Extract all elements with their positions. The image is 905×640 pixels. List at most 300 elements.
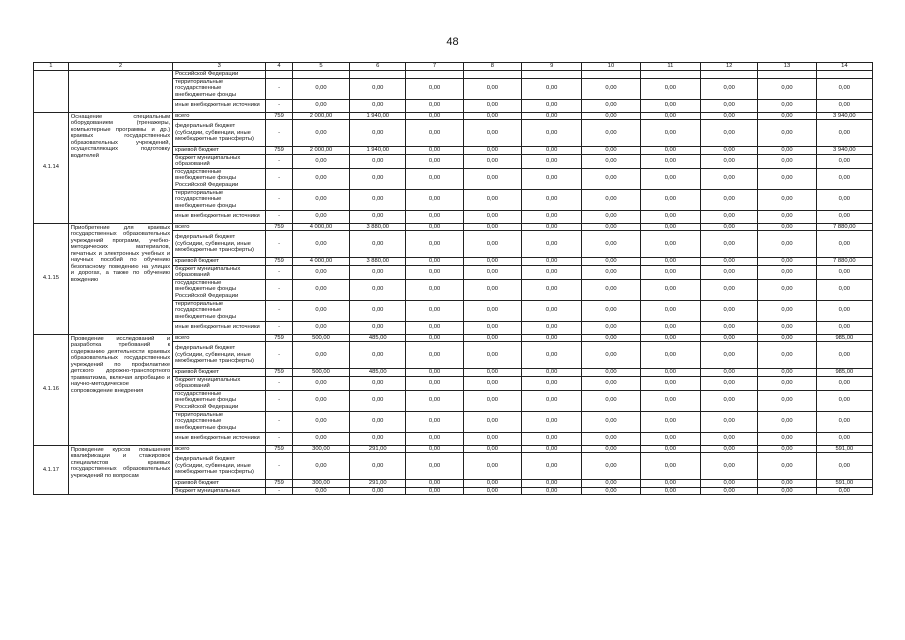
value-cell: 0,00 bbox=[816, 300, 872, 321]
value-cell: 0,00 bbox=[292, 342, 349, 369]
value-cell: - bbox=[266, 300, 293, 321]
value-cell: 0,00 bbox=[701, 453, 758, 480]
value-cell: 0,00 bbox=[758, 369, 816, 377]
value-cell: 0,00 bbox=[640, 189, 700, 210]
value-cell: 0,00 bbox=[292, 265, 349, 279]
value-cell: 0,00 bbox=[816, 189, 872, 210]
value-cell: 0,00 bbox=[582, 321, 640, 334]
value-cell: 0,00 bbox=[522, 300, 582, 321]
value-cell: 0,00 bbox=[292, 390, 349, 411]
value-cell: 0,00 bbox=[463, 112, 521, 120]
value-cell bbox=[266, 71, 293, 79]
value-cell: 0,00 bbox=[701, 432, 758, 445]
column-header-11: 11 bbox=[640, 63, 700, 71]
value-cell: 0,00 bbox=[350, 300, 406, 321]
value-cell: 0,00 bbox=[350, 78, 406, 99]
value-cell: - bbox=[266, 99, 293, 112]
value-cell: 0,00 bbox=[463, 154, 521, 168]
value-cell: 0,00 bbox=[350, 120, 406, 147]
funding-source: федеральный бюджет (субсидии, субвенции, иные межбюджетные трансферты) bbox=[173, 120, 266, 147]
value-cell: 291,00 bbox=[350, 480, 406, 488]
value-cell: 0,00 bbox=[701, 210, 758, 223]
value-cell: - bbox=[266, 376, 293, 390]
value-cell: 0,00 bbox=[292, 487, 349, 495]
column-header-5: 5 bbox=[292, 63, 349, 71]
measure-name: Проведение исследований и разработка требований к содержанию деятельности краевых образовательных государственных учреждений по профилактике детского дорожно-транспортного травматизма, включая апробацию и научно-методическое сопровождение внедрения bbox=[68, 334, 172, 445]
value-cell: 500,00 bbox=[292, 334, 349, 342]
value-cell: 0,00 bbox=[758, 445, 816, 453]
value-cell: 0,00 bbox=[640, 223, 700, 231]
value-cell: 0,00 bbox=[816, 99, 872, 112]
funding-source: государственные внебюджетные фонды Российской Федерации bbox=[173, 390, 266, 411]
table-row bbox=[34, 445, 873, 453]
value-cell: 0,00 bbox=[701, 154, 758, 168]
value-cell: 0,00 bbox=[640, 342, 700, 369]
value-cell: 0,00 bbox=[816, 432, 872, 445]
value-cell: 0,00 bbox=[701, 223, 758, 231]
value-cell: 0,00 bbox=[640, 210, 700, 223]
measure-name: Приобретение для краевых государственных образовательных учреждений программ, учебно-методических материалов, печатных и электронных учебных и научных пособий по обучению безопасному поведению на улицах и дорогах, а также по обучению вождению bbox=[68, 223, 172, 334]
measure-code bbox=[34, 71, 69, 113]
value-cell: 0,00 bbox=[463, 300, 521, 321]
value-cell: 0,00 bbox=[463, 168, 521, 189]
value-cell bbox=[406, 71, 463, 79]
value-cell: 0,00 bbox=[522, 487, 582, 495]
value-cell bbox=[758, 71, 816, 79]
value-cell: 0,00 bbox=[758, 231, 816, 258]
value-cell: 0,00 bbox=[350, 376, 406, 390]
value-cell: 0,00 bbox=[350, 279, 406, 300]
value-cell: 0,00 bbox=[522, 154, 582, 168]
value-cell: 0,00 bbox=[292, 99, 349, 112]
value-cell: 0,00 bbox=[406, 168, 463, 189]
value-cell: 0,00 bbox=[640, 411, 700, 432]
value-cell: 0,00 bbox=[701, 112, 758, 120]
value-cell: 0,00 bbox=[463, 376, 521, 390]
value-cell: 0,00 bbox=[350, 321, 406, 334]
value-cell: 0,00 bbox=[522, 265, 582, 279]
value-cell: 485,00 bbox=[350, 369, 406, 377]
value-cell: 0,00 bbox=[463, 210, 521, 223]
value-cell bbox=[522, 71, 582, 79]
value-cell: 0,00 bbox=[701, 120, 758, 147]
value-cell: 0,00 bbox=[406, 99, 463, 112]
value-cell: 0,00 bbox=[406, 112, 463, 120]
funding-source: территориальные государственные внебюджетные фонды bbox=[173, 411, 266, 432]
value-cell: 0,00 bbox=[406, 445, 463, 453]
value-cell: 985,00 bbox=[816, 334, 872, 342]
value-cell: 0,00 bbox=[701, 390, 758, 411]
value-cell: 0,00 bbox=[406, 369, 463, 377]
value-cell: 0,00 bbox=[701, 231, 758, 258]
value-cell bbox=[640, 71, 700, 79]
funding-source: краевой бюджет bbox=[173, 258, 266, 266]
value-cell: 0,00 bbox=[758, 210, 816, 223]
funding-source: Российской Федерации bbox=[173, 71, 266, 79]
value-cell: 591,00 bbox=[816, 445, 872, 453]
value-cell: 0,00 bbox=[582, 112, 640, 120]
page-number: 48 bbox=[446, 36, 459, 48]
value-cell: 0,00 bbox=[758, 223, 816, 231]
value-cell: 0,00 bbox=[522, 120, 582, 147]
value-cell: 0,00 bbox=[463, 78, 521, 99]
value-cell: 0,00 bbox=[582, 390, 640, 411]
value-cell: - bbox=[266, 487, 293, 495]
value-cell: 0,00 bbox=[522, 279, 582, 300]
value-cell: 2 000,00 bbox=[292, 147, 349, 155]
value-cell: 0,00 bbox=[522, 189, 582, 210]
funding-source: государственные внебюджетные фонды Российской Федерации bbox=[173, 279, 266, 300]
value-cell: 0,00 bbox=[816, 321, 872, 334]
value-cell: 0,00 bbox=[758, 78, 816, 99]
measure-code: 4.1.16 bbox=[34, 334, 69, 445]
value-cell: 0,00 bbox=[292, 210, 349, 223]
value-cell: 0,00 bbox=[640, 258, 700, 266]
value-cell: 0,00 bbox=[701, 258, 758, 266]
value-cell: 0,00 bbox=[463, 453, 521, 480]
funding-source: всего bbox=[173, 112, 266, 120]
value-cell: 0,00 bbox=[816, 154, 872, 168]
value-cell: 0,00 bbox=[816, 231, 872, 258]
column-header-2: 2 bbox=[68, 63, 172, 71]
value-cell: 0,00 bbox=[350, 342, 406, 369]
value-cell: 2 000,00 bbox=[292, 112, 349, 120]
value-cell: 0,00 bbox=[640, 112, 700, 120]
value-cell: 0,00 bbox=[582, 411, 640, 432]
value-cell: 0,00 bbox=[582, 376, 640, 390]
funding-source: краевой бюджет bbox=[173, 147, 266, 155]
value-cell: 0,00 bbox=[582, 487, 640, 495]
value-cell: - bbox=[266, 231, 293, 258]
value-cell: 0,00 bbox=[350, 411, 406, 432]
value-cell: 0,00 bbox=[640, 300, 700, 321]
value-cell: 0,00 bbox=[758, 342, 816, 369]
value-cell: 0,00 bbox=[463, 411, 521, 432]
value-cell: 0,00 bbox=[522, 453, 582, 480]
value-cell: 0,00 bbox=[350, 453, 406, 480]
value-cell: 0,00 bbox=[758, 390, 816, 411]
value-cell: 0,00 bbox=[522, 334, 582, 342]
value-cell: 0,00 bbox=[406, 342, 463, 369]
value-cell bbox=[816, 71, 872, 79]
value-cell: 0,00 bbox=[758, 112, 816, 120]
value-cell: 0,00 bbox=[522, 258, 582, 266]
value-cell: 0,00 bbox=[350, 390, 406, 411]
value-cell: 3 940,00 bbox=[816, 112, 872, 120]
funding-source: всего bbox=[173, 334, 266, 342]
value-cell: 0,00 bbox=[582, 120, 640, 147]
value-cell: 0,00 bbox=[406, 210, 463, 223]
value-cell: 0,00 bbox=[292, 168, 349, 189]
value-cell: 0,00 bbox=[292, 279, 349, 300]
column-header-9: 9 bbox=[522, 63, 582, 71]
funding-source: всего bbox=[173, 445, 266, 453]
value-cell: 0,00 bbox=[522, 223, 582, 231]
value-cell: 759 bbox=[266, 480, 293, 488]
value-cell: 0,00 bbox=[522, 112, 582, 120]
value-cell: 0,00 bbox=[701, 147, 758, 155]
value-cell: 0,00 bbox=[463, 432, 521, 445]
value-cell: 0,00 bbox=[463, 445, 521, 453]
value-cell: 0,00 bbox=[640, 154, 700, 168]
value-cell: 0,00 bbox=[350, 265, 406, 279]
column-header-6: 6 bbox=[350, 63, 406, 71]
value-cell: 0,00 bbox=[582, 210, 640, 223]
value-cell: 0,00 bbox=[406, 223, 463, 231]
measure-code: 4.1.14 bbox=[34, 112, 69, 223]
column-header-13: 13 bbox=[758, 63, 816, 71]
value-cell: 0,00 bbox=[582, 265, 640, 279]
value-cell: 0,00 bbox=[816, 120, 872, 147]
value-cell: 0,00 bbox=[292, 231, 349, 258]
funding-source: иные внебюджетные источники bbox=[173, 432, 266, 445]
value-cell: 0,00 bbox=[406, 279, 463, 300]
funding-source: бюджет муниципальных образований bbox=[173, 154, 266, 168]
value-cell: 0,00 bbox=[463, 147, 521, 155]
value-cell: 0,00 bbox=[350, 189, 406, 210]
value-cell: 0,00 bbox=[463, 120, 521, 147]
value-cell: 0,00 bbox=[406, 120, 463, 147]
value-cell: 0,00 bbox=[758, 334, 816, 342]
value-cell: 3 880,00 bbox=[350, 223, 406, 231]
value-cell: 0,00 bbox=[758, 279, 816, 300]
value-cell: 0,00 bbox=[758, 258, 816, 266]
value-cell: 0,00 bbox=[640, 480, 700, 488]
value-cell: 0,00 bbox=[758, 189, 816, 210]
value-cell: 0,00 bbox=[522, 78, 582, 99]
value-cell: 0,00 bbox=[582, 258, 640, 266]
value-cell: - bbox=[266, 279, 293, 300]
value-cell: 0,00 bbox=[582, 223, 640, 231]
value-cell: 0,00 bbox=[758, 487, 816, 495]
budget-table bbox=[33, 62, 873, 495]
value-cell: 7 880,00 bbox=[816, 258, 872, 266]
value-cell: 0,00 bbox=[522, 432, 582, 445]
value-cell: 0,00 bbox=[522, 168, 582, 189]
value-cell: 0,00 bbox=[640, 445, 700, 453]
value-cell: 4 000,00 bbox=[292, 258, 349, 266]
funding-source: федеральный бюджет (субсидии, субвенции, иные межбюджетные трансферты) bbox=[173, 231, 266, 258]
value-cell: 0,00 bbox=[582, 369, 640, 377]
value-cell: 0,00 bbox=[406, 265, 463, 279]
value-cell: 0,00 bbox=[582, 78, 640, 99]
value-cell: 3 940,00 bbox=[816, 147, 872, 155]
column-header-14: 14 bbox=[816, 63, 872, 71]
value-cell: 0,00 bbox=[522, 411, 582, 432]
value-cell: 3 880,00 bbox=[350, 258, 406, 266]
value-cell: 0,00 bbox=[701, 334, 758, 342]
funding-source: краевой бюджет bbox=[173, 480, 266, 488]
value-cell: - bbox=[266, 120, 293, 147]
value-cell: 0,00 bbox=[582, 300, 640, 321]
value-cell: - bbox=[266, 432, 293, 445]
value-cell: 0,00 bbox=[640, 168, 700, 189]
value-cell: - bbox=[266, 78, 293, 99]
value-cell: 0,00 bbox=[582, 453, 640, 480]
value-cell: 0,00 bbox=[582, 480, 640, 488]
value-cell: 0,00 bbox=[292, 300, 349, 321]
value-cell: 0,00 bbox=[640, 99, 700, 112]
funding-source: территориальные государственные внебюджетные фонды bbox=[173, 78, 266, 99]
value-cell: 0,00 bbox=[582, 445, 640, 453]
funding-source: бюджет муниципальных образований bbox=[173, 265, 266, 279]
value-cell: 0,00 bbox=[350, 99, 406, 112]
value-cell bbox=[350, 71, 406, 79]
value-cell: 0,00 bbox=[463, 223, 521, 231]
value-cell: 0,00 bbox=[640, 432, 700, 445]
value-cell: 0,00 bbox=[522, 321, 582, 334]
funding-source: иные внебюджетные источники bbox=[173, 321, 266, 334]
value-cell: 0,00 bbox=[701, 411, 758, 432]
value-cell: 0,00 bbox=[758, 147, 816, 155]
value-cell: 0,00 bbox=[701, 342, 758, 369]
value-cell: 0,00 bbox=[701, 376, 758, 390]
value-cell: 0,00 bbox=[640, 78, 700, 99]
column-header-7: 7 bbox=[406, 63, 463, 71]
value-cell: 0,00 bbox=[582, 231, 640, 258]
value-cell: 0,00 bbox=[406, 78, 463, 99]
value-cell: 0,00 bbox=[350, 231, 406, 258]
value-cell: 0,00 bbox=[292, 376, 349, 390]
value-cell: 0,00 bbox=[522, 369, 582, 377]
value-cell: 0,00 bbox=[582, 334, 640, 342]
funding-source: краевой бюджет bbox=[173, 369, 266, 377]
value-cell: 0,00 bbox=[758, 376, 816, 390]
value-cell: 0,00 bbox=[522, 445, 582, 453]
value-cell: - bbox=[266, 411, 293, 432]
value-cell: 0,00 bbox=[701, 99, 758, 112]
value-cell: 0,00 bbox=[522, 480, 582, 488]
value-cell: 0,00 bbox=[463, 369, 521, 377]
value-cell: 0,00 bbox=[701, 480, 758, 488]
value-cell: 0,00 bbox=[816, 210, 872, 223]
value-cell: 0,00 bbox=[816, 390, 872, 411]
value-cell: 0,00 bbox=[816, 279, 872, 300]
value-cell: 0,00 bbox=[701, 189, 758, 210]
value-cell: 0,00 bbox=[758, 453, 816, 480]
value-cell: 0,00 bbox=[406, 334, 463, 342]
value-cell: 0,00 bbox=[701, 78, 758, 99]
value-cell: 0,00 bbox=[640, 376, 700, 390]
table-body bbox=[34, 71, 873, 495]
value-cell: 0,00 bbox=[640, 231, 700, 258]
value-cell: 0,00 bbox=[582, 99, 640, 112]
measure-name: Оснащение специальным оборудованием (тренажеры, компьютерные программы и др.) краевых государственных образовательных учреждений, осуществляющих подготовку водителей bbox=[68, 112, 172, 223]
value-cell: 759 bbox=[266, 369, 293, 377]
value-cell: 0,00 bbox=[701, 369, 758, 377]
value-cell: 0,00 bbox=[758, 168, 816, 189]
value-cell: 0,00 bbox=[292, 432, 349, 445]
value-cell: 591,00 bbox=[816, 480, 872, 488]
value-cell: 0,00 bbox=[350, 154, 406, 168]
value-cell: 0,00 bbox=[406, 258, 463, 266]
funding-source: всего bbox=[173, 223, 266, 231]
value-cell: 0,00 bbox=[816, 342, 872, 369]
value-cell: 0,00 bbox=[522, 231, 582, 258]
value-cell: 4 000,00 bbox=[292, 223, 349, 231]
value-cell: 0,00 bbox=[463, 321, 521, 334]
value-cell: 0,00 bbox=[463, 334, 521, 342]
funding-source: иные внебюджетные источники bbox=[173, 99, 266, 112]
value-cell: - bbox=[266, 390, 293, 411]
table-row bbox=[34, 223, 873, 231]
value-cell: 0,00 bbox=[406, 376, 463, 390]
measure-code: 4.1.15 bbox=[34, 223, 69, 334]
value-cell: 985,00 bbox=[816, 369, 872, 377]
value-cell: 0,00 bbox=[463, 189, 521, 210]
value-cell: 0,00 bbox=[463, 480, 521, 488]
value-cell: 0,00 bbox=[522, 342, 582, 369]
value-cell: 0,00 bbox=[406, 189, 463, 210]
value-cell: 0,00 bbox=[640, 265, 700, 279]
value-cell: 0,00 bbox=[582, 147, 640, 155]
value-cell: 0,00 bbox=[406, 411, 463, 432]
value-cell: - bbox=[266, 154, 293, 168]
value-cell: 0,00 bbox=[463, 258, 521, 266]
funding-source: территориальные государственные внебюджетные фонды bbox=[173, 300, 266, 321]
value-cell: - bbox=[266, 189, 293, 210]
value-cell: 0,00 bbox=[816, 78, 872, 99]
funding-source: государственные внебюджетные фонды Российской Федерации bbox=[173, 168, 266, 189]
value-cell: 0,00 bbox=[701, 300, 758, 321]
value-cell: 291,00 bbox=[350, 445, 406, 453]
value-cell: 0,00 bbox=[816, 265, 872, 279]
funding-source: федеральный бюджет (субсидии, субвенции, иные межбюджетные трансферты) bbox=[173, 342, 266, 369]
value-cell: 0,00 bbox=[406, 480, 463, 488]
value-cell: 0,00 bbox=[816, 376, 872, 390]
value-cell: 0,00 bbox=[292, 120, 349, 147]
value-cell: 0,00 bbox=[292, 321, 349, 334]
column-header-10: 10 bbox=[582, 63, 640, 71]
value-cell: 0,00 bbox=[582, 432, 640, 445]
value-cell: 0,00 bbox=[640, 321, 700, 334]
value-cell: 0,00 bbox=[522, 376, 582, 390]
value-cell: 0,00 bbox=[640, 120, 700, 147]
value-cell: 0,00 bbox=[582, 189, 640, 210]
value-cell: 759 bbox=[266, 445, 293, 453]
funding-source: иные внебюджетные источники bbox=[173, 210, 266, 223]
value-cell: 0,00 bbox=[292, 453, 349, 480]
value-cell: 0,00 bbox=[522, 390, 582, 411]
column-header-8: 8 bbox=[463, 63, 521, 71]
value-cell: 0,00 bbox=[463, 279, 521, 300]
value-cell: 0,00 bbox=[701, 445, 758, 453]
value-cell: 0,00 bbox=[582, 279, 640, 300]
table-row bbox=[34, 334, 873, 342]
value-cell: 0,00 bbox=[463, 231, 521, 258]
value-cell: 0,00 bbox=[350, 432, 406, 445]
value-cell: 0,00 bbox=[816, 487, 872, 495]
column-header-4: 4 bbox=[266, 63, 293, 71]
value-cell bbox=[701, 71, 758, 79]
table-row bbox=[34, 112, 873, 120]
value-cell bbox=[292, 71, 349, 79]
value-cell: 0,00 bbox=[640, 334, 700, 342]
value-cell: 485,00 bbox=[350, 334, 406, 342]
value-cell: - bbox=[266, 453, 293, 480]
value-cell: 0,00 bbox=[406, 432, 463, 445]
value-cell: 0,00 bbox=[701, 487, 758, 495]
value-cell: 0,00 bbox=[406, 231, 463, 258]
value-cell: 0,00 bbox=[758, 300, 816, 321]
value-cell: 0,00 bbox=[758, 265, 816, 279]
value-cell: 0,00 bbox=[406, 487, 463, 495]
value-cell: 0,00 bbox=[350, 168, 406, 189]
value-cell: 0,00 bbox=[758, 120, 816, 147]
value-cell: 0,00 bbox=[758, 432, 816, 445]
value-cell: 759 bbox=[266, 147, 293, 155]
value-cell: - bbox=[266, 210, 293, 223]
